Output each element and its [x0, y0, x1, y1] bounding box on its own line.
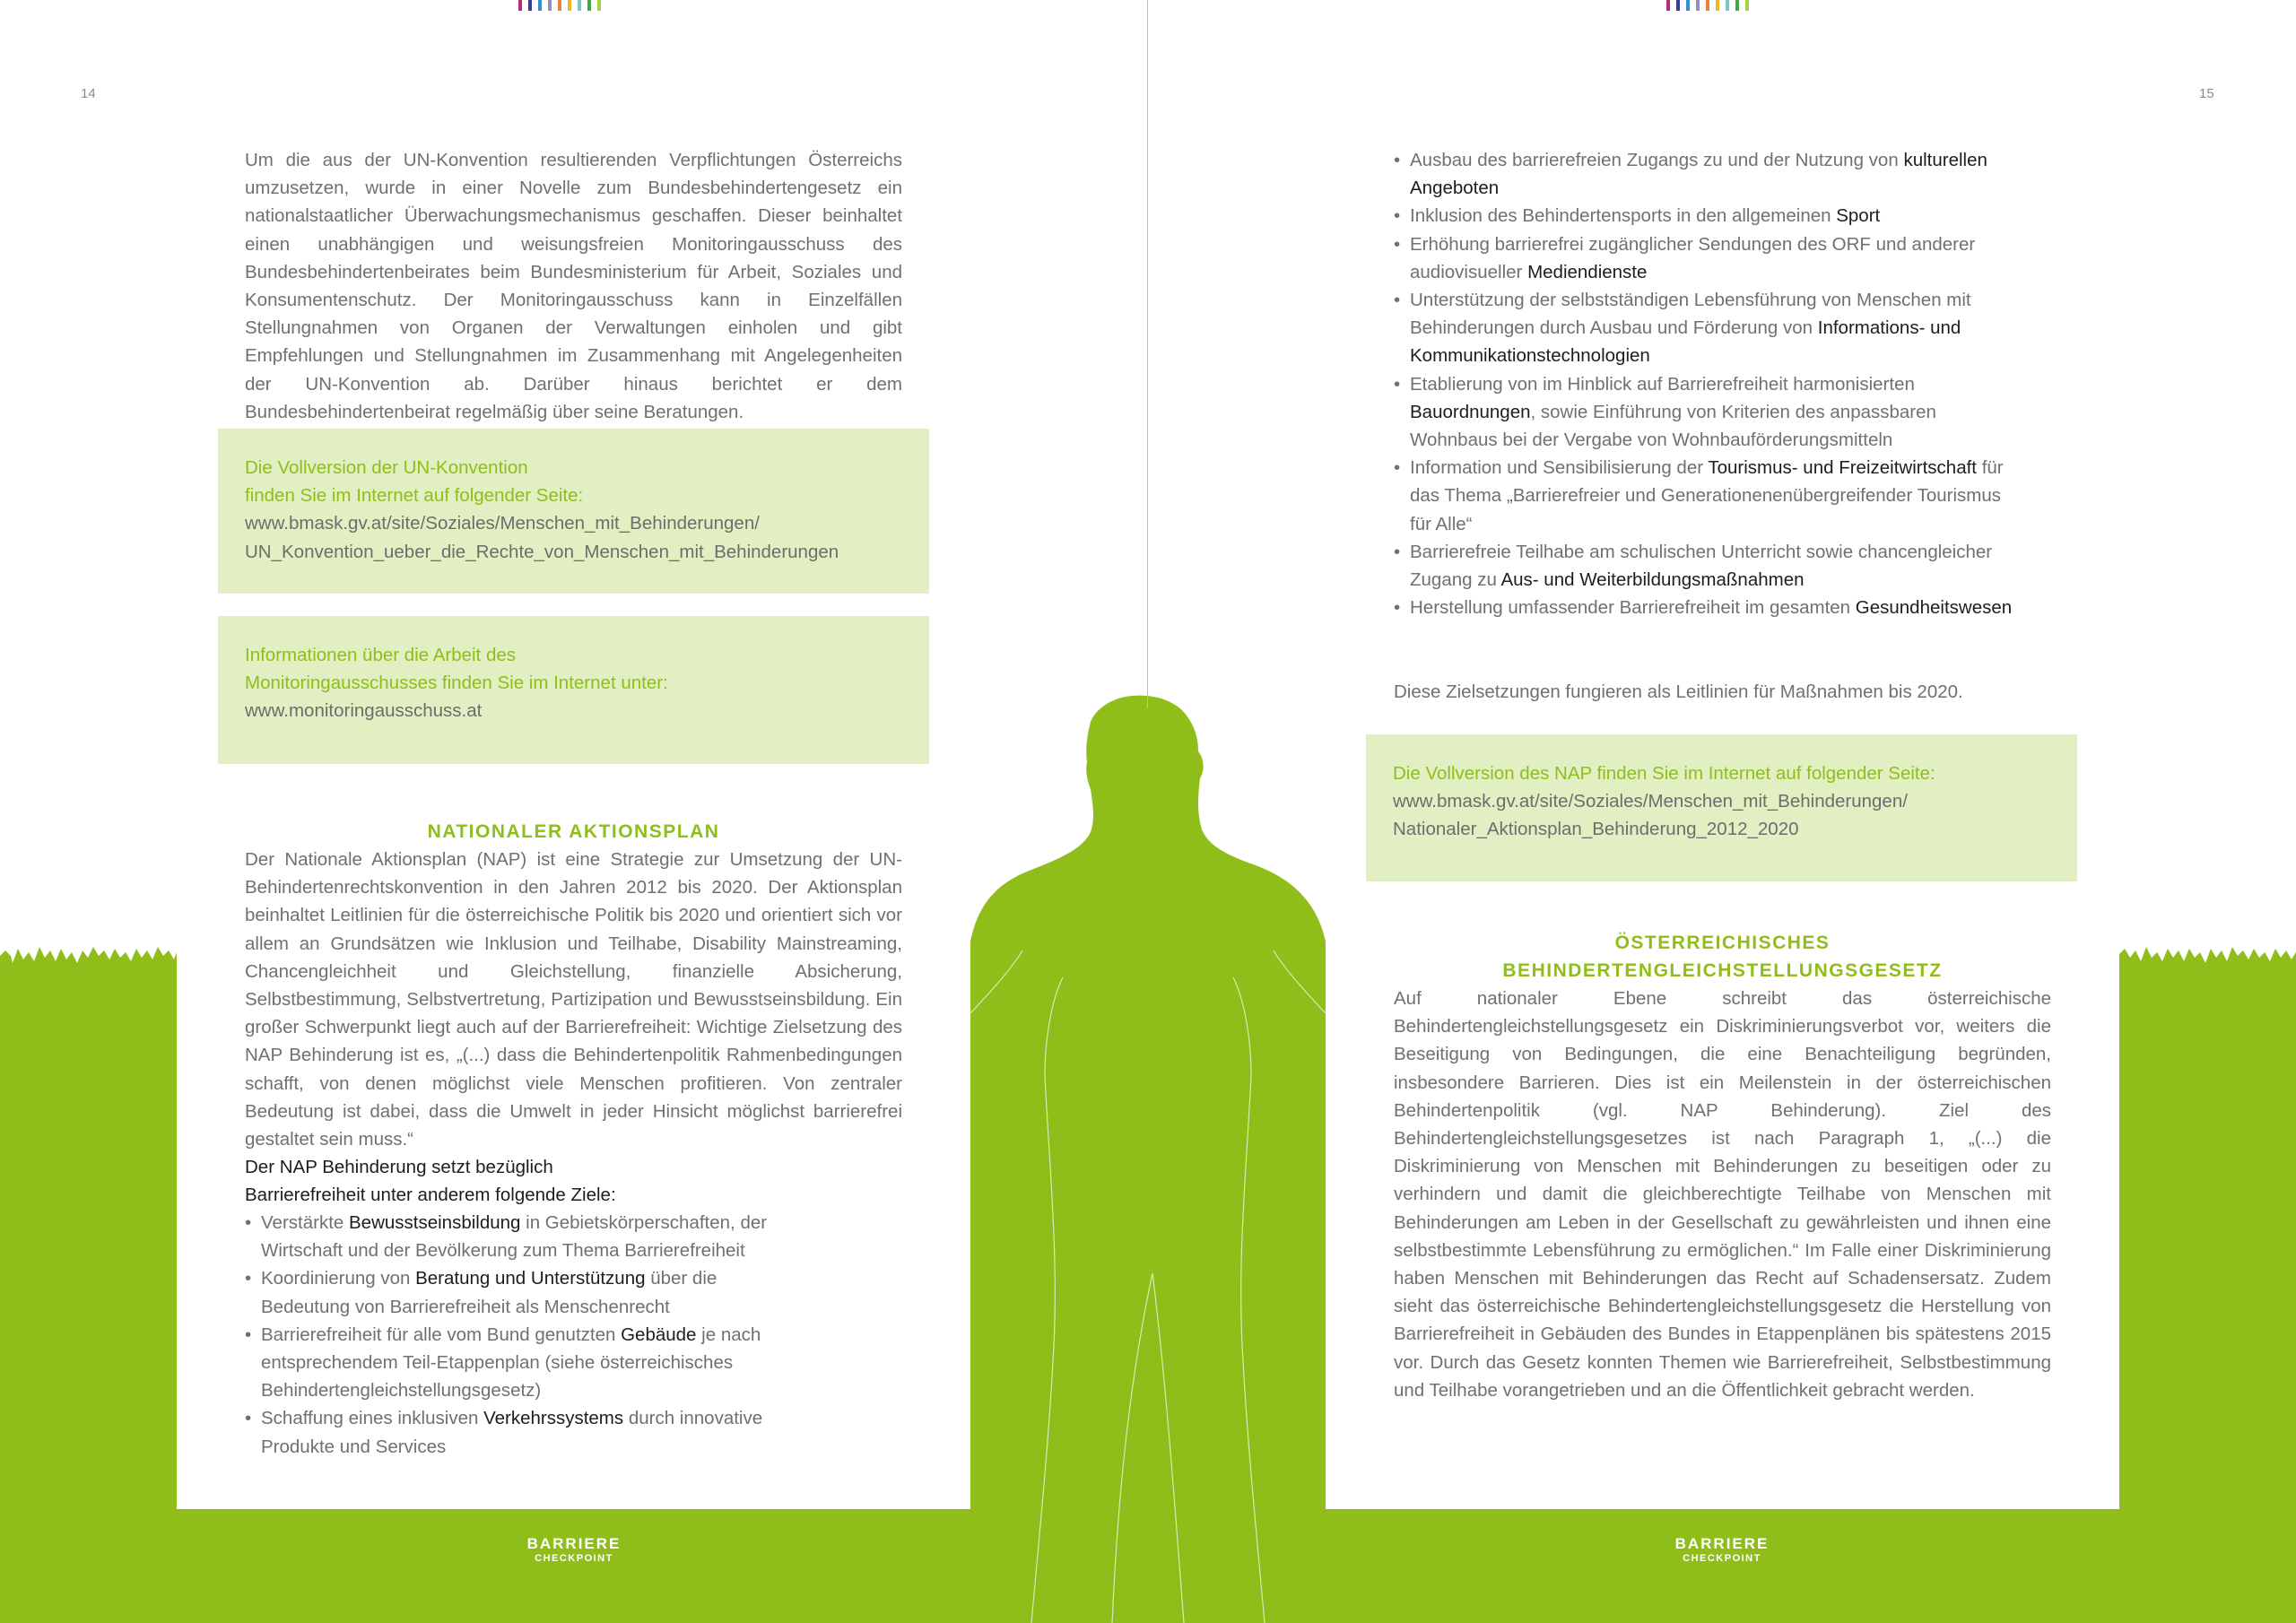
logo-line: CHECKPOINT: [535, 1553, 613, 1564]
goals-intro-line: Der NAP Behinderung setzt bezüglich: [245, 1157, 553, 1177]
url-link[interactable]: www.bmask.gv.at/site/Soziales/Menschen_mit_Behinderungen/: [245, 513, 760, 534]
section-heading-law: [1394, 929, 2051, 985]
list-item: • Barrierefreie Teilhabe am schulischen Unterricht sowie chancengleicher Zugang zu Aus- und Weiterbildungsmaßnahmen: [1394, 538, 2022, 594]
list-item: • Etablierung von im Hinblick auf Barrierefreiheit harmonisierten Bauordnungen, sowie Einführung von Kriterien des anpassbaren Wohnbaus bei der Vergabe von Wohnbauförderungsmitteln: [1394, 370, 2022, 455]
page-number-left: 14: [81, 86, 96, 101]
list-item: • Verstärkte Bewusstseinsbildung in Gebietskörperschaften, der Wirtschaft und der Bevölkerung zum Thema Barrierefreiheit: [245, 1209, 801, 1264]
box-heading: Informationen über die Arbeit des: [245, 645, 516, 665]
crowd-silhouette-right: [2119, 947, 2296, 983]
green-left-column: [0, 979, 177, 1517]
url-link[interactable]: Nationaler_Aktionsplan_Behinderung_2012_2020: [1393, 819, 1799, 840]
list-item: • Erhöhung barrierefrei zugänglicher Sendungen des ORF und anderer audiovisueller Mediendienste: [1394, 230, 2022, 286]
crowd-silhouette-left: [0, 947, 177, 983]
person-silhouette: [970, 696, 1326, 1623]
info-box-un-convention: [218, 429, 929, 594]
section-heading-nap: NATIONALER AKTIONSPLAN: [427, 821, 720, 842]
box-heading: Die Vollversion der UN-Konvention: [245, 457, 528, 478]
barriere-checkpoint-logo-left: [520, 1536, 628, 1567]
list-item: • Inklusion des Behindertensports in den allgemeinen Sport: [1394, 202, 2022, 230]
list-item: • Unterstützung der selbstständigen Lebensführung von Menschen mit Behinderungen durch Ausbau und Förderung von Informations- und Kommunikationstechnologien: [1394, 286, 2022, 370]
box-heading: Monitoringausschusses finden Sie im Internet unter:: [245, 673, 668, 694]
nap-paragraph: Der Nationale Aktionsplan (NAP) ist eine Strategie zur Umsetzung der UN-Behindertenrechtskonvention in den Jahren 2012 bis 2020. Der Aktionsplan beinhaltet Leitlinien für die österreichische Politik bis 2020 und orientiert sich vor allem an Grundsätzen wie Inklusion und Teilhabe, Disability Mainstreaming, Chancengleichheit und Gleichstellung, finanzielle Absicherung, Selbstbestimmung, Selbstvertretung, Partizipation und Bewusstseinsbildung. Ein großer Schwerpunkt liegt auch auf der Barrierefreiheit: Wichtige Zielsetzung des NAP Behinderung ist es, „(...) dass die Behindertenpolitik Rahmenbedingungen schafft, von denen möglichst viele Menschen profitieren. Von zentraler Bedeutung ist dabei, dass die Umwelt in jeder Hinsicht möglichst barrierefrei gestaltet sein muss.“: [245, 849, 902, 1150]
intro-paragraph: Um die aus der UN-Konvention resultierenden Verpflichtungen Österreichs umzusetzen, wurde in einer Novelle zum Bundesbehindertengesetz ein nationalstaatlicher Überwachungsmechanismus geschaffen. Dieser beinhaltet einen unabhängigen und weisungsfreien Monitoringausschuss des Bundesbehindertenbeirates beim Bundesministerium für Arbeit, Soziales und Konsumentenschutz. Der Monitoringausschuss kann in Einzelfällen Stellungnahmen von Organen der Verwaltungen einholen und gibt Empfehlungen und Stellungnahmen im Zusammenhang mit Angelegenheiten der UN-Konvention ab. Darüber hinaus berichtet er dem Bundesbehindertenbeirat regelmäßig über seine Beratungen.: [245, 150, 902, 422]
nap-goals-list-left: [245, 1209, 801, 1461]
logo-line: BARRIERE: [1674, 1535, 1770, 1552]
green-right-column: [2119, 979, 2296, 1517]
goals-intro: [245, 1153, 902, 1209]
law-paragraph: Auf nationaler Ebene schreibt das österreichische Behindertengleichstellungsgesetz ein Diskriminierungsverbot vor, weiters die Beseitigung von Bedingungen, die eine Benachteiligung begründen, insbesondere Barrieren. Dies ist ein Meilenstein in der österreichischen Behindertenpolitik (vgl. NAP Behinderung). Ziel des Behindertengleichstellungsgesetzes ist nach Paragraph 1, „(...) die Diskriminierung von Menschen mit Behinderungen zu beseitigen oder zu verhindern und damit die gleichberechtigte Teilhabe von Menschen mit Behinderungen am Leben in der Gesellschaft zu gewährleisten und ihnen eine selbstbestimmte Lebensführung zu ermöglichen.“ Im Falle einer Diskriminierung haben Menschen mit Behinderungen das Recht auf Schadensersatz. Zudem sieht das österreichische Behindertengleichstellungsgesetz die Herstellung von Barrierefreiheit in Gebäuden des Bundes in Etappenplänen bis spätestens 2015 vor. Durch das Gesetz konnten Themen wie Barrierefreiheit, Selbstbestimmung und Teilhabe vorangetrieben und an die Öffentlichkeit gebracht werden.: [1394, 988, 2051, 1401]
url-link[interactable]: www.bmask.gv.at/site/Soziales/Menschen_mit_Behinderungen/: [1393, 791, 1908, 812]
box-heading: finden Sie im Internet auf folgender Seite:: [245, 485, 584, 507]
heading-line: BEHINDERTENGLEICHSTELLUNGSGESETZ: [1502, 960, 1943, 981]
page-number-right: 15: [2199, 86, 2214, 101]
list-item: • Information und Sensibilisierung der Tourismus- und Freizeitwirtschaft für das Thema „Barrierefreier und Generationenenübergreifender Tourismus für Alle“: [1394, 454, 2022, 538]
list-item: • Koordinierung von Beratung und Unterstützung über die Bedeutung von Barrierefreiheit als Menschenrecht: [245, 1264, 801, 1320]
list-item: • Ausbau des barrierefreien Zugangs zu und der Nutzung von kulturellen Angeboten: [1394, 146, 2022, 202]
url-link[interactable]: UN_Konvention_ueber_die_Rechte_von_Menschen_mit_Behinderungen: [245, 541, 839, 562]
page-spine-divider: [1147, 0, 1148, 708]
url-link[interactable]: www.monitoringausschuss.at: [245, 700, 483, 722]
color-stripes-right: [1666, 0, 1749, 11]
nap-goals-list-right: [1394, 146, 2022, 621]
heading-line: ÖSTERREICHISCHES: [1614, 933, 1831, 953]
color-stripes-left: [518, 0, 601, 11]
list-item: • Herstellung umfassender Barrierefreiheit im gesamten Gesundheitswesen: [1394, 594, 2022, 621]
list-item: • Schaffung eines inklusiven Verkehrssystems durch innovative Produkte und Services: [245, 1404, 801, 1460]
barriere-checkpoint-logo-right: [1668, 1536, 1776, 1567]
info-box-nap: [1366, 734, 2077, 881]
logo-line: CHECKPOINT: [1683, 1553, 1761, 1564]
box-heading: Die Vollversion des NAP finden Sie im Internet auf folgender Seite:: [1393, 763, 1935, 784]
logo-line: BARRIERE: [526, 1535, 622, 1552]
goals-intro-line: Barrierefreiheit unter anderem folgende Ziele:: [245, 1185, 616, 1206]
guideline-text: Diese Zielsetzungen fungieren als Leitlinien für Maßnahmen bis 2020.: [1394, 681, 1963, 702]
info-box-monitoring: [218, 616, 929, 764]
list-item: • Barrierefreiheit für alle vom Bund genutzten Gebäude je nach entsprechendem Teil-Etappenplan (siehe österreichisches Behindertengleichstellungsgesetz): [245, 1321, 801, 1405]
